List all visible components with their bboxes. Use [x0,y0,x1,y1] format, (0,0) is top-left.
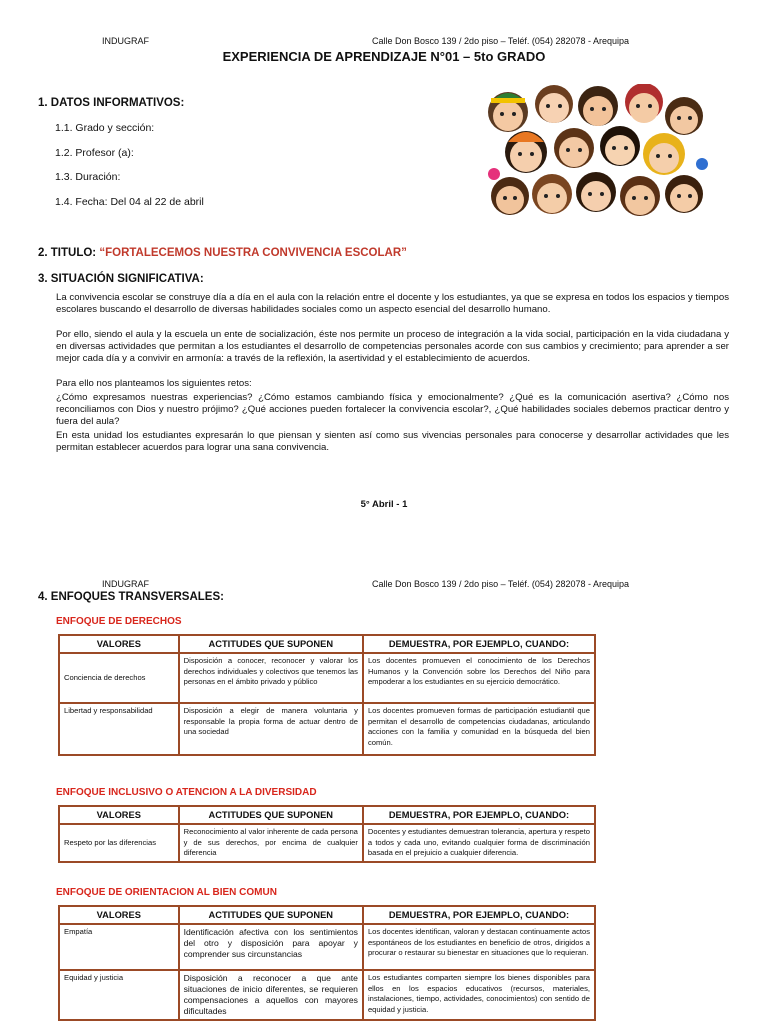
section-2-title [38,247,407,259]
enfoque-bien-comun-table [58,905,596,1021]
info-grado: 1.1. Grado y sección: [55,122,155,134]
info-duracion: 1.3. Duración: [55,171,121,183]
table-header-row [59,806,595,824]
cell-valor: Libertad y responsabilidad [59,703,179,755]
col-demuestra: DEMUESTRA, POR EJEMPLO, CUANDO: [363,806,595,824]
table-header-row [59,635,595,653]
header-address: Calle Don Bosco 139 / 2do piso – Teléf. (054) 282078 - Arequipa [372,36,630,46]
page-footer: 5° Abril - 1 [360,499,408,510]
enfoque-bien-comun-title: ENFOQUE DE ORIENTACION AL BIEN COMUN [56,887,277,898]
cell-valor: Empatía [59,924,179,970]
col-valores: VALORES [59,635,179,653]
col-actitudes: ACTITUDES QUE SUPONEN [179,635,363,653]
cell-valor: Equidad y justicia [59,970,179,1020]
cell-ejemplo: Los docentes promueven el conocimiento de los Derechos Humanos y la Convención sobre los Derechos del Niño para empoderar a los estudiantes en su ejercicio democrático. [363,653,595,703]
table-row [59,924,595,970]
col-valores: VALORES [59,906,179,924]
table-header-row [59,906,595,924]
cell-ejemplo: Los docentes identifican, valoran y destacan continuamente actos espontáneos de los estudiantes en beneficio de otros, dirigidos a procurar o restaurar su bienestar en situaciones que lo requieran. [363,924,595,970]
situacion-p4: ¿Cómo expresamos nuestras experiencias? ¿Cómo estamos cambiando física y emocionalmente? ¿Qué es la comunicación asertiva? ¿Cómo nos reconciliamos con Dios y nuestro prójimo? ¿Qué acciones pueden fortalecer la convivencia escolar?, ¿Qué habilidades sociales debemos practicar dentro y fuera del aula? [56,392,729,428]
info-fecha: 1.4. Fecha: Del 04 al 22 de abril [55,196,204,208]
header-company: INDUGRAF [102,36,149,46]
cell-actitud: Reconocimiento al valor inherente de cada persona y de sus derechos, por encima de cualquier diferencia [179,824,363,861]
cell-actitud: Disposición a reconocer a que ante situaciones de inicio diferentes, se requieren compensaciones a aquellos con mayores dificultades [179,970,363,1020]
cell-actitud: Disposición a conocer, reconocer y valorar los derechos individuales y colectivos que tenemos las personas en el ámbito privado y público [179,653,363,703]
table-row [59,703,595,755]
header-company-2: INDUGRAF [102,579,149,589]
enfoque-derechos-title: ENFOQUE DE DERECHOS [56,616,182,627]
col-actitudes: ACTITUDES QUE SUPONEN [179,806,363,824]
cell-valor: Conciencia de derechos [59,653,179,703]
cell-ejemplo: Los docentes promueven formas de participación estudiantil que permitan el desarrollo de competencias ciudadanas, articulando acciones con la familia y comunidad en la búsqueda del bien común. [363,703,595,755]
cell-valor: Respeto por las diferencias [59,824,179,861]
col-actitudes: ACTITUDES QUE SUPONEN [179,906,363,924]
cell-ejemplo: Docentes y estudiantes demuestran tolerancia, apertura y respeto a todos y cada uno, evitando cualquier forma de discriminación basada en el prejuicio a cualquier diferencia. [363,824,595,861]
table-row [59,824,595,861]
col-demuestra: DEMUESTRA, POR EJEMPLO, CUANDO: [363,635,595,653]
table-row [59,653,595,703]
situacion-p1: La convivencia escolar se construye día a día en el aula con la relación entre el docente y los estudiantes, ya que se expresa en todos los espacios y tiempos escolares buscando el desarrollo de diversas habilidades sociales como un aspecto esencial del desarrollo humano. [56,292,729,316]
info-profesor: 1.2. Profesor (a): [55,147,134,159]
cell-actitud: Identificación afectiva con los sentimientos del otro y disposición para apoyar y comprender sus circunstancias [179,924,363,970]
children-illustration [486,84,710,226]
header-address-2: Calle Don Bosco 139 / 2do piso – Teléf. (054) 282078 - Arequipa [372,579,630,589]
table-row [59,970,595,1020]
section-3-heading: 3. SITUACIÓN SIGNIFICATIVA: [38,273,204,285]
section-4-heading: 4. ENFOQUES TRANSVERSALES: [38,591,224,603]
situacion-p3: Para ello nos planteamos los siguientes retos: [56,378,252,389]
cell-actitud: Disposición a elegir de manera voluntaria y responsable la propia forma de actuar dentro de una sociedad [179,703,363,755]
col-demuestra: DEMUESTRA, POR EJEMPLO, CUANDO: [363,906,595,924]
situacion-p2: Por ello, siendo el aula y la escuela un ente de socialización, éste nos permite un proceso de integración a la vida social, participación en la vida ciudadana y en diversas actividades que permitan a los estudiantes el desarrollo de competencias personales acorde con sus cambios y crecimiento; para aprender a ser mejor cada día y a convivir en armonía: a través de la reflexión, la asertividad y el establecimiento de acuerdos. [56,329,729,365]
title-label: 2. TITULO: [38,247,100,259]
section-1-heading: 1. DATOS INFORMATIVOS: [38,97,185,109]
page-title: EXPERIENCIA DE APRENDIZAJE N°01 – 5to GRADO [222,49,546,64]
enfoque-inclusivo-title: ENFOQUE INCLUSIVO O ATENCION A LA DIVERSIDAD [56,787,317,798]
situacion-p5: En esta unidad los estudiantes expresarán lo que piensan y sienten así como sus vivencias personales para conocerse y desarrollar actividades que les permitan establecer acuerdos para lograr una sana convivencia. [56,430,729,454]
title-value: “FORTALECEMOS NUESTRA CONVIVENCIA ESCOLAR” [99,247,407,259]
col-valores: VALORES [59,806,179,824]
enfoque-derechos-table [58,634,596,756]
cell-ejemplo: Los estudiantes comparten siempre los bienes disponibles para ellos en los espacios educativos (recursos, materiales, instalaciones, tiempo, actividades, conocimientos) con sentido de equidad y justicia. [363,970,595,1020]
enfoque-inclusivo-table [58,805,596,863]
